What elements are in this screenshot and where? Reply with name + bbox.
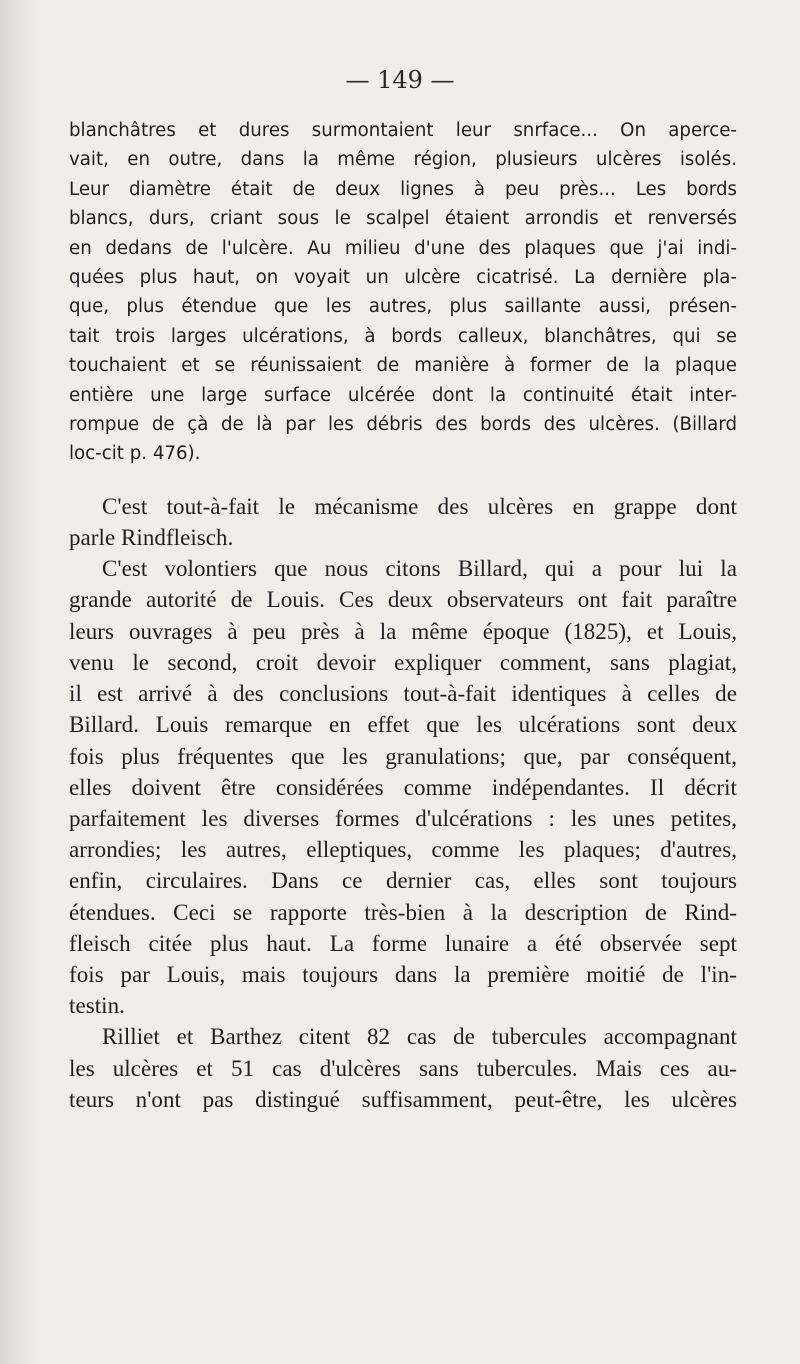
text-line: touchaient et se réunissaient de manière à former de la plaque (69, 355, 737, 377)
text-line: enfin, circulaires. Dans ce dernier cas, elles sont toujours (69, 868, 737, 894)
text-line: Rilliet et Barthez citent 82 cas de tubercules accompagnant (102, 1024, 737, 1050)
text-line: C'est tout-à-fait le mécanisme des ulcères en grappe dont (102, 493, 737, 519)
text-line: vait, en outre, dans la même région, plusieurs ulcères isolés. (69, 149, 737, 171)
page-binding-shadow (0, 0, 40, 1364)
text-line: parfaitement les diverses formes d'ulcérations : les unes petites, (69, 805, 737, 831)
text-line: leurs ouvrages à peu près à la même époque (1825), et Louis, (69, 618, 737, 644)
text-line: Leur diamètre était de deux lignes à peu près... Les bords (69, 178, 737, 200)
text-line: parle Rindfleisch. (69, 525, 234, 551)
text-line: fois plus fréquentes que les granulations; que, par conséquent, (69, 743, 737, 769)
text-line: testin. (69, 993, 125, 1019)
text-line: loc-cit p. 476). (69, 443, 201, 465)
text-line: teurs n'ont pas distingué suffisamment, peut-être, les ulcères (69, 1086, 737, 1112)
text-line: fois par Louis, mais toujours dans la première moitié de l'in- (69, 961, 737, 987)
text-line: en dedans de l'ulcère. Au milieu d'une des plaques que j'ai indi- (69, 237, 737, 259)
text-line: les ulcères et 51 cas d'ulcères sans tubercules. Mais ces au- (69, 1055, 737, 1081)
text-line: grande autorité de Louis. Ces deux observateurs ont fait paraître (69, 587, 737, 613)
quoted-paragraph (69, 116, 737, 469)
page-number: — 149 — (345, 66, 455, 94)
text-line: entière une large surface ulcérée dont la continuité était inter- (69, 384, 737, 406)
text-line: elles doivent être considérées comme indépendantes. Il décrit (69, 774, 737, 800)
text-line: tait trois larges ulcérations, à bords calleux, blanchâtres, qui se (69, 325, 737, 347)
text-line: arrondies; les autres, elleptiques, comme les plaques; d'autres, (69, 837, 737, 863)
text-line: blancs, durs, criant sous le scalpel étaient arrondis et renversés (69, 208, 737, 230)
text-line: il est arrivé à des conclusions tout-à-fait identiques à celles de (69, 681, 737, 707)
text-line: quées plus haut, on voyait un ulcère cicatrisé. La dernière pla- (69, 267, 737, 289)
body-text (69, 116, 737, 1115)
text-line: venu le second, croit devoir expliquer comment, sans plagiat, (69, 649, 737, 675)
text-line: étendues. Ceci se rapporte très-bien à la description de Rind- (69, 899, 737, 925)
text-line: C'est volontiers que nous citons Billard, qui a pour lui la (102, 556, 737, 582)
text-line: Billard. Louis remarque en effet que les ulcérations sont deux (69, 712, 737, 738)
main-paragraphs (69, 491, 737, 1115)
text-line: rompue de çà de là par les débris des bords des ulcères. (Billard (69, 414, 737, 436)
text-line: que, plus étendue que les autres, plus saillante aussi, présen- (69, 296, 737, 318)
text-line: fleisch citée plus haut. La forme lunaire a été observée sept (69, 930, 737, 956)
text-line: blanchâtres et dures surmontaient leur snrface... On aperce- (69, 120, 737, 141)
